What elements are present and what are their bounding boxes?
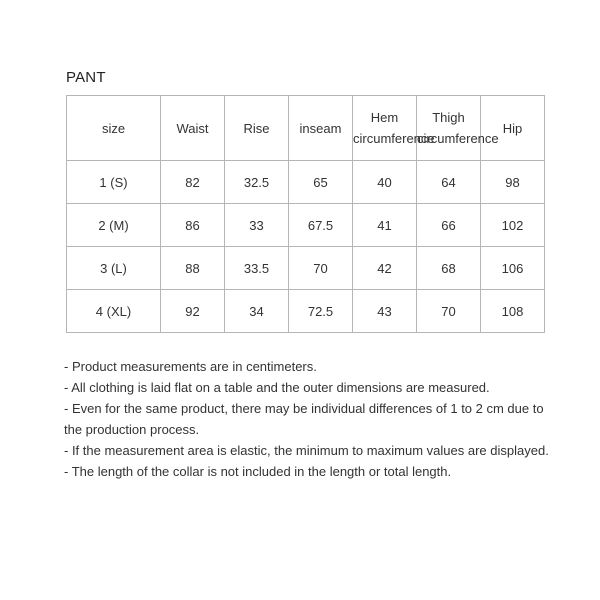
cell-inseam: 72.5 <box>289 290 353 333</box>
cell-rise: 33.5 <box>225 247 289 290</box>
cell-size: 2 (M) <box>67 204 161 247</box>
cell-rise: 33 <box>225 204 289 247</box>
cell-size: 1 (S) <box>67 161 161 204</box>
cell-size: 3 (L) <box>67 247 161 290</box>
measurement-notes <box>64 356 564 482</box>
cell-waist: 88 <box>161 247 225 290</box>
header-hem-circumference <box>353 96 435 161</box>
note-line: - If the measurement area is elastic, the minimum to maximum values are displayed. <box>64 443 549 458</box>
table-row <box>67 204 545 247</box>
header-hem-line2: circumference <box>353 131 435 146</box>
cell-thigh: 68 <box>417 247 481 290</box>
note-line: - Product measurements are in centimeters. <box>64 359 317 374</box>
header-thigh-circumference <box>417 96 499 161</box>
header-hip: Hip <box>481 96 545 161</box>
cell-inseam: 67.5 <box>289 204 353 247</box>
header-rise: Rise <box>225 96 289 161</box>
cell-rise: 34 <box>225 290 289 333</box>
table-header-row <box>67 96 545 161</box>
cell-hem: 40 <box>353 161 417 204</box>
cell-thigh: 70 <box>417 290 481 333</box>
header-thigh-line1: Thigh <box>432 110 465 125</box>
cell-hem: 42 <box>353 247 417 290</box>
header-waist: Waist <box>161 96 225 161</box>
cell-hip: 98 <box>481 161 545 204</box>
cell-inseam: 70 <box>289 247 353 290</box>
cell-rise: 32.5 <box>225 161 289 204</box>
cell-hem: 41 <box>353 204 417 247</box>
cell-thigh: 64 <box>417 161 481 204</box>
cell-hip: 106 <box>481 247 545 290</box>
note-line: - The length of the collar is not included in the length or total length. <box>64 464 452 479</box>
table-row <box>67 290 545 333</box>
cell-size: 4 (XL) <box>67 290 161 333</box>
cell-thigh: 66 <box>417 204 481 247</box>
header-thigh-line2: circumference <box>417 131 499 146</box>
cell-hip: 102 <box>481 204 545 247</box>
note-line: - All clothing is laid flat on a table and the outer dimensions are measured. <box>64 380 490 395</box>
header-size: size <box>67 96 161 161</box>
table-row <box>67 161 545 204</box>
cell-waist: 92 <box>161 290 225 333</box>
size-chart-table <box>66 95 545 333</box>
note-line: - Even for the same product, there may be individual differences of 1 to 2 cm due to the production process. <box>64 401 544 437</box>
cell-hem: 43 <box>353 290 417 333</box>
table-row <box>67 247 545 290</box>
cell-waist: 86 <box>161 204 225 247</box>
cell-inseam: 65 <box>289 161 353 204</box>
header-hem-line1: Hem <box>370 110 399 125</box>
header-inseam: inseam <box>289 96 353 161</box>
cell-waist: 82 <box>161 161 225 204</box>
page-title: PANT <box>66 69 106 86</box>
cell-hip: 108 <box>481 290 545 333</box>
